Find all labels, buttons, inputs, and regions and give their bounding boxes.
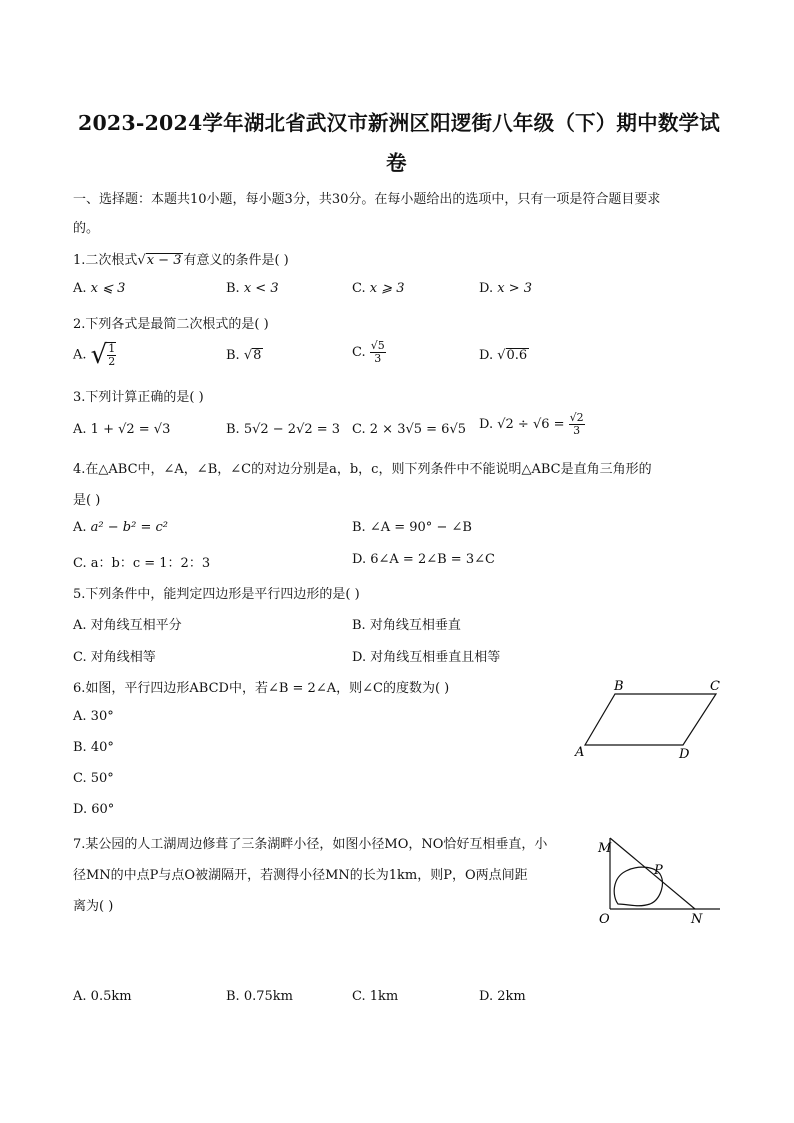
q7-option-d[interactable]: D. 2km [479, 989, 526, 1004]
q7-option-b[interactable]: B. 0.75km [226, 989, 293, 1004]
q4-option-c[interactable]: C. a：b：c = 1：2：3 [73, 556, 211, 571]
lake-paths-figure [592, 830, 724, 930]
question-7-line-2: 径MN的中点P与点O被湖隔开，若测得小径MN的长为1km，则P，O两点间距 [73, 868, 528, 883]
fig7-label-m: M [598, 841, 612, 856]
q5-option-d[interactable]: D. 对角线互相垂直且相等 [352, 650, 501, 665]
parallelogram-figure [570, 672, 730, 767]
q1-stem-post: 有意义的条件是( ) [183, 253, 289, 268]
parallelogram-abcd [585, 694, 716, 745]
question-7-line-3: 离为( ) [73, 899, 114, 914]
q4-option-b[interactable]: B. ∠A = 90° − ∠B [352, 520, 472, 535]
q2-option-a[interactable]: A. √ $\frac{1}{2}$ [73, 340, 116, 370]
question-6: 6.如图，平行四边形ABCD中，若∠B = 2∠A，则∠C的度数为( ) [73, 681, 450, 696]
q6-option-c[interactable]: C. 50° [73, 771, 114, 786]
q1-option-b[interactable]: B. x < 3 [226, 281, 279, 296]
q3-option-a[interactable]: A. 1 + √2 = √3 [73, 422, 171, 437]
q1-radical: √x − 3 [137, 253, 182, 268]
q2-option-c[interactable]: C. $\frac{√5}{3}$ [352, 339, 385, 365]
fig6-label-b: B [614, 679, 624, 694]
q6-option-b[interactable]: B. 40° [73, 740, 114, 755]
title-line-2: 卷 [386, 151, 407, 175]
question-4-line-2: 是( ) [73, 493, 101, 508]
q1-stem-pre: 1.二次根式 [73, 253, 138, 268]
question-7-line-1: 7.某公园的人工湖周边修葺了三条湖畔小径，如图小径MO，NO恰好互相垂直，小 [73, 837, 548, 852]
q7-option-a[interactable]: A. 0.5km [73, 989, 132, 1004]
q6-option-a[interactable]: A. 30° [73, 709, 114, 724]
q4-option-d[interactable]: D. 6∠A = 2∠B = 3∠C [352, 552, 495, 567]
section-header-line-1: 一、选择题：本题共10小题，每小题3分，共30分。在每小题给出的选项中，只有一项是符合题目要求 [73, 192, 661, 207]
q1-option-d[interactable]: D. x > 3 [479, 281, 532, 296]
q7-option-c[interactable]: C. 1km [352, 989, 399, 1004]
q4-option-a[interactable]: A. a² − b² = c² [73, 520, 168, 535]
fig7-label-o: O [599, 912, 610, 927]
question-5: 5.下列条件中，能判定四边形是平行四边形的是( ) [73, 587, 360, 602]
fig6-label-d: D [679, 747, 690, 762]
question-2: 2.下列各式是最简二次根式的是( ) [73, 317, 269, 332]
question-3: 3.下列计算正确的是( ) [73, 390, 204, 405]
question-4-line-1: 4.在△ABC中，∠A，∠B，∠C的对边分别是a，b，c，则下列条件中不能说明△ABC是直角三角形的 [73, 462, 652, 477]
question-1 [73, 249, 289, 268]
q2-option-d[interactable]: D. √0.6 [479, 348, 528, 363]
q5-option-a[interactable]: A. 对角线互相平分 [73, 618, 182, 633]
q6-option-d[interactable]: D. 60° [73, 802, 115, 817]
q3-option-b[interactable]: B. 5√2 − 2√2 = 3 [226, 422, 341, 437]
q1-option-c[interactable]: C. x ⩾ 3 [352, 281, 405, 296]
q1-option-a[interactable]: A. x ⩽ 3 [73, 281, 126, 296]
q3-option-d[interactable]: D. √2 ÷ √6 = $\frac{√2}{3}$ [479, 411, 584, 437]
q3-option-c[interactable]: C. 2 × 3√5 = 6√5 [352, 422, 467, 437]
title-line-1: 2023-2024学年湖北省武汉市新洲区阳逻街八年级（下）期中数学试 [78, 111, 720, 135]
q5-option-b[interactable]: B. 对角线互相垂直 [352, 618, 461, 633]
section-header-line-2: 的。 [73, 221, 100, 236]
fig6-label-a: A [575, 745, 585, 760]
q2-option-b[interactable]: B. √8 [226, 348, 262, 363]
fig6-label-c: C [710, 679, 720, 694]
fig7-label-n: N [691, 912, 703, 927]
fig7-label-p: P [654, 863, 663, 878]
q5-option-c[interactable]: C. 对角线相等 [73, 650, 156, 665]
